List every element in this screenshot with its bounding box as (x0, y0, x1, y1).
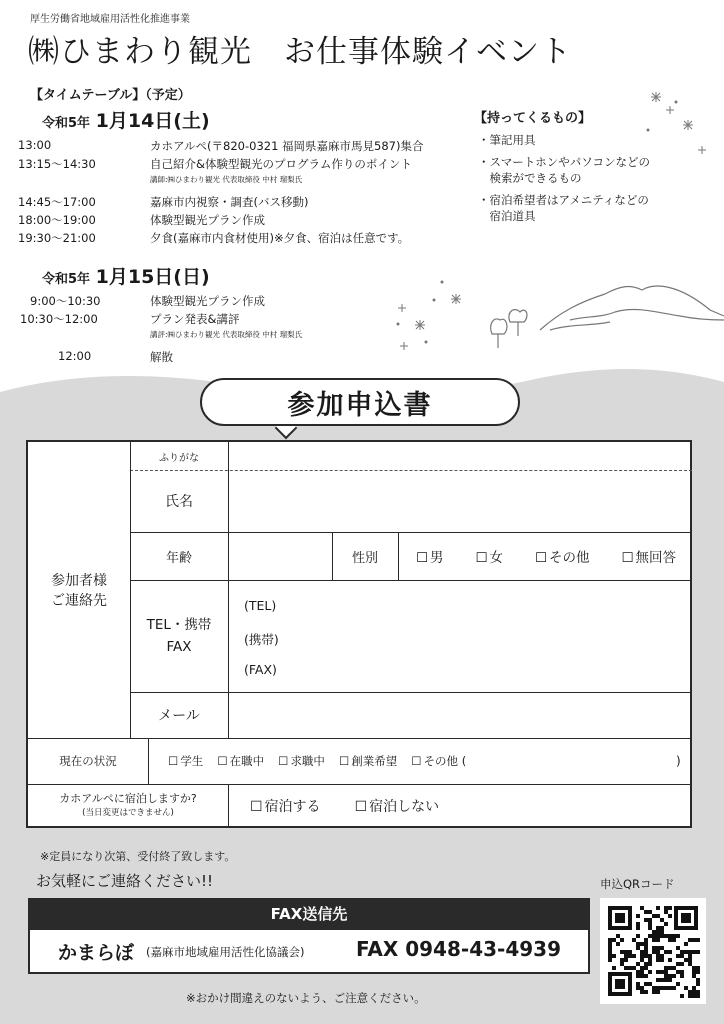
status-checkbox-other[interactable]: ☐ その他 ( (411, 753, 466, 769)
status-checkbox-employed[interactable]: ☐ 在職中 (217, 753, 264, 769)
gender-checkbox-female[interactable]: ☐ 女 (475, 546, 503, 566)
qr-code-icon[interactable] (600, 898, 706, 1004)
bring-item: 検索ができるもの (478, 171, 582, 185)
furigana-label: ふりがな (159, 452, 199, 464)
mail-input[interactable] (230, 694, 690, 736)
schedule-time: 14:45〜17:00 (18, 195, 96, 209)
schedule-desc: 嘉麻市内視察・調査(バス移動) (150, 195, 309, 209)
name-label: 氏名 (165, 494, 193, 510)
schedule-sub: 講評:㈱ひまわり観光 代表取締役 中村 瑠梨氏 (150, 330, 303, 339)
stay-label (28, 784, 228, 828)
contact-section-label (28, 442, 130, 738)
furigana-input[interactable] (230, 444, 690, 468)
section-label-line1: 参加者様 (51, 573, 107, 589)
sponsor-text: 厚生労働省地域雇用活性化推進事業 (30, 14, 190, 25)
schedule-time: 13:00 (18, 138, 52, 152)
schedule-time: 13:15〜14:30 (18, 157, 96, 171)
sparkle-icon (398, 304, 406, 312)
gender-checkbox-male[interactable]: ☐ 男 (416, 546, 444, 566)
stay-checkbox-yes[interactable]: ☐ 宿泊する (250, 796, 321, 816)
mail-label: メール (158, 708, 200, 724)
schedule-desc: 自己紹介&体験型観光のプログラム作りのポイント (150, 157, 412, 171)
sparkle-icon (400, 342, 408, 350)
schedule-desc: 体験型観光プラン作成 (150, 294, 265, 308)
age-input[interactable] (230, 534, 330, 578)
tel-label-line2: FAX (166, 639, 192, 655)
page-title: ㈱ひまわり観光 お仕事体験イベント (28, 34, 572, 70)
day2-heading (42, 262, 210, 289)
day1-heading (42, 106, 210, 133)
schedule-time: 10:30〜12:00 (20, 312, 98, 326)
schedule-desc: 解散 (150, 350, 173, 364)
stay-label-line2: (当日変更はできません) (82, 808, 174, 818)
gender-options (400, 532, 692, 580)
mobile-field[interactable]: (携帯) (244, 632, 279, 647)
schedule-desc: 夕食(嘉麻市内食材使用)※夕食、宿泊は任意です。 (150, 231, 410, 245)
bring-item: ・宿泊希望者はアメニティなどの (478, 193, 649, 207)
mountain-icon (491, 286, 724, 348)
stay-label-line1: カホアルペに宿泊しますか? (59, 792, 197, 805)
capacity-note: ※定員になり次第、受付終了致します。 (40, 850, 236, 863)
status-other-close: ) (676, 754, 681, 768)
decor-illustration (390, 80, 724, 380)
bring-item: ・スマートホンやパソコンなどの (478, 155, 651, 169)
schedule-time: 18:00〜19:00 (18, 213, 96, 227)
tel-label-line1: TEL・携帯 (146, 617, 212, 633)
fax-field[interactable]: (FAX) (244, 662, 277, 677)
bring-item: 宿泊道具 (478, 209, 536, 223)
day2-date: 1月15日(日) (95, 266, 210, 288)
schedule-desc: プラン発表&講評 (150, 312, 240, 326)
sparkle-icon (651, 92, 661, 102)
gender-checkbox-other[interactable]: ☐ その他 (535, 546, 590, 566)
fax-box (28, 928, 590, 974)
tel-field[interactable]: (TEL) (244, 598, 277, 613)
contact-note: お気軽にご連絡ください!! (36, 872, 214, 890)
gender-label: 性別 (351, 550, 378, 566)
section-label-line2: ご連絡先 (51, 593, 107, 609)
tel-label (130, 580, 228, 692)
day1-era: 令和5年 (42, 116, 91, 131)
day2-era: 令和5年 (42, 272, 91, 287)
sparkle-icon (415, 320, 425, 330)
age-label: 年齢 (165, 550, 192, 566)
fax-heading: FAX送信先 (28, 898, 590, 928)
status-checkbox-student[interactable]: ☐ 学生 (168, 753, 203, 769)
qr-label: 申込QRコード (600, 877, 675, 891)
caution-note: ※おかけ間違えのないよう、ご注意ください。 (186, 991, 426, 1005)
sparkle-icon (451, 294, 461, 304)
org-name: かまらぼ (58, 942, 135, 964)
org-full: (嘉麻市地域雇用活性化協議会) (146, 945, 305, 959)
bring-heading: 【持ってくるもの】 (474, 111, 592, 126)
timetable-heading: 【タイムテーブル】（予定） (30, 88, 191, 103)
status-checkbox-jobseeking[interactable]: ☐ 求職中 (278, 753, 325, 769)
name-input[interactable] (230, 472, 690, 530)
status-checkbox-startup[interactable]: ☐ 創業希望 (339, 753, 397, 769)
sparkle-icon (683, 120, 693, 130)
schedule-desc: カホアルペ(〒820-0321 福岡県嘉麻市馬見587)集合 (150, 139, 424, 153)
stay-options (250, 784, 439, 828)
schedule-sub: 講師:㈱ひまわり観光 代表取締役 中村 瑠梨氏 (150, 175, 303, 184)
day1-date: 1月14日(土) (95, 110, 210, 132)
day2-schedule (0, 293, 400, 365)
fax-number[interactable]: FAX 0948-43-4939 (356, 937, 561, 961)
status-options (168, 738, 688, 784)
application-form (26, 440, 692, 828)
bring-item: ・筆記用具 (478, 133, 536, 147)
schedule-desc: 体験型観光プラン作成 (150, 213, 265, 227)
gender-checkbox-noanswer[interactable]: ☐ 無回答 (621, 546, 676, 566)
sparkle-icon (698, 146, 706, 154)
form-heading: 参加申込書 (200, 378, 520, 426)
sparkle-icon (666, 106, 674, 114)
stay-checkbox-no[interactable]: ☐ 宿泊しない (355, 796, 440, 816)
schedule-time: 12:00 (58, 349, 92, 363)
schedule-time: 9:00〜10:30 (30, 294, 101, 308)
status-label: 現在の状況 (59, 754, 117, 768)
schedule-time: 19:30〜21:00 (18, 231, 96, 245)
